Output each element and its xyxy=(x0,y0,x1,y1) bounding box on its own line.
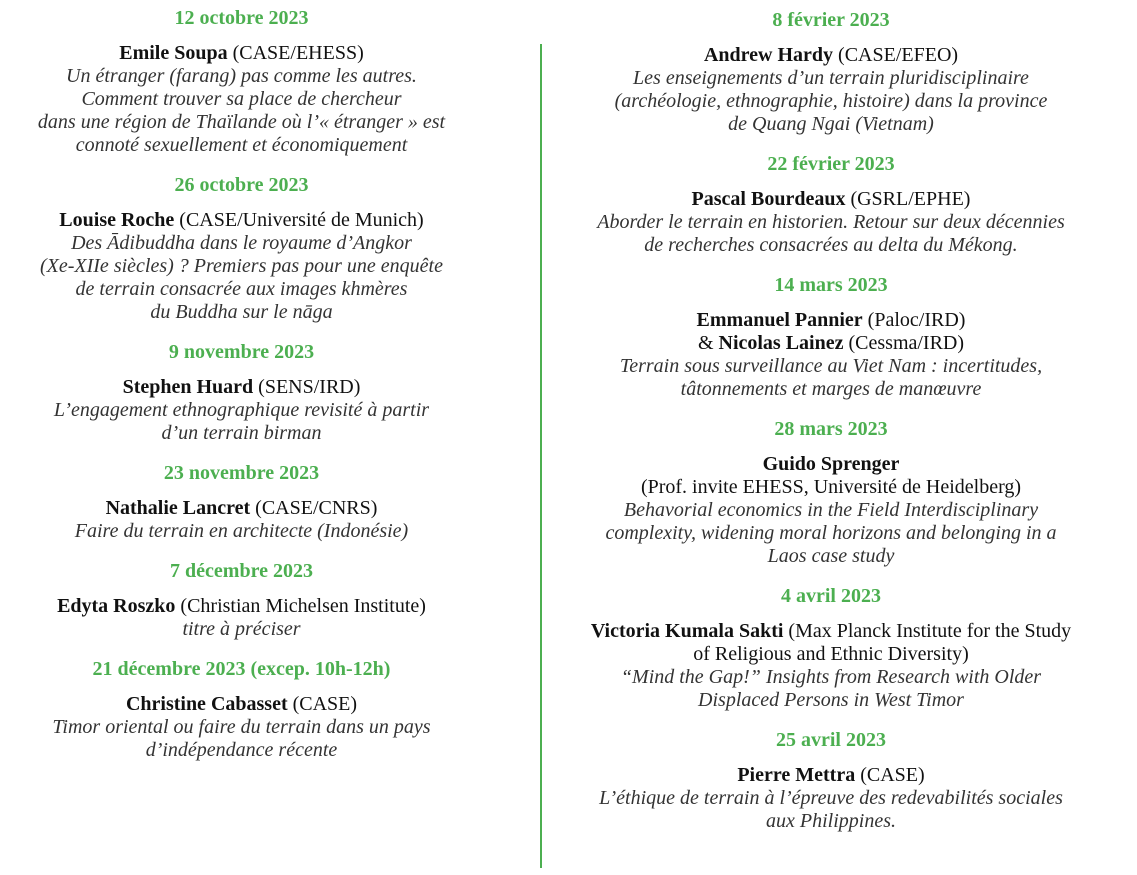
speaker-name: Nathalie Lancret xyxy=(105,497,251,519)
speaker-line xyxy=(0,376,483,399)
speaker-affiliation: (Paloc/IRD) xyxy=(862,309,966,331)
seminar-entry xyxy=(0,174,483,324)
speaker-name: Pascal Bourdeaux xyxy=(691,188,846,210)
speaker-affiliation: (CASE/CNRS) xyxy=(250,497,378,519)
speaker-line xyxy=(545,309,1117,332)
speaker-line xyxy=(545,764,1117,787)
session-date: 4 avril 2023 xyxy=(781,585,881,607)
seminar-entry xyxy=(545,585,1117,712)
column-divider xyxy=(540,44,542,868)
speaker-affiliation-cont: of Religious and Ethnic Diversity) xyxy=(693,643,969,665)
session-date: 21 décembre 2023 (excep. 10h-12h) xyxy=(92,658,391,680)
speaker-line xyxy=(0,497,483,520)
speaker-line xyxy=(545,332,1117,355)
speaker-affiliation: (Prof. invite EHESS, Université de Heidelberg) xyxy=(640,476,1022,498)
speaker-line xyxy=(545,453,1117,476)
seminar-entry xyxy=(545,153,1117,257)
speaker-affiliation: (CASE) xyxy=(855,764,925,786)
speaker-name: Emile Soupa xyxy=(119,42,228,64)
seminar-entry xyxy=(0,7,483,157)
speaker-line xyxy=(0,693,483,716)
seminar-entry xyxy=(545,729,1117,833)
speaker-line xyxy=(545,620,1117,643)
talk-title: titre à préciser xyxy=(182,618,301,640)
session-date: 7 décembre 2023 xyxy=(170,560,313,582)
seminar-entry xyxy=(545,9,1117,136)
talk-title: “Mind the Gap!” Insights from Research with Older Displaced Persons in West Timor xyxy=(620,666,1042,711)
talk-title: Terrain sous surveillance au Viet Nam : incertitudes, tâtonnements et marges de manœuvre xyxy=(619,355,1043,400)
session-date: 12 octobre 2023 xyxy=(174,7,309,29)
seminar-entry xyxy=(0,658,483,762)
right-column xyxy=(545,0,1117,833)
speaker-name: Emmanuel Pannier xyxy=(696,309,863,331)
speaker-line xyxy=(0,595,483,618)
seminar-entry xyxy=(545,418,1117,568)
speaker-name: Andrew Hardy xyxy=(703,44,834,66)
seminar-entry xyxy=(0,462,483,543)
speaker-line xyxy=(0,42,483,65)
speaker-affiliation: (CASE/Université de Munich) xyxy=(174,209,424,231)
speaker-affiliation: (SENS/IRD) xyxy=(253,376,361,398)
speaker-line xyxy=(545,44,1117,67)
talk-title: L’engagement ethnographique revisité à partir d’un terrain birman xyxy=(53,399,430,444)
talk-title: L’éthique de terrain à l’épreuve des redevabilités sociales aux Philippines. xyxy=(599,787,1063,832)
speaker-line xyxy=(0,209,483,232)
session-date: 23 novembre 2023 xyxy=(163,462,320,484)
speaker-line xyxy=(545,188,1117,211)
speaker-name: Stephen Huard xyxy=(122,376,254,398)
session-date: 26 octobre 2023 xyxy=(174,174,309,196)
speaker-affiliation: (Christian Michelsen Institute) xyxy=(175,595,426,617)
speaker-name: Pierre Mettra xyxy=(737,764,856,786)
talk-title: Les enseignements d’un terrain pluridisciplinaire (archéologie, ethnographie, histoire) dans la province de Quang Ngai (Vietnam) xyxy=(614,67,1048,135)
speaker-affiliation: (Max Planck Institute for the Study xyxy=(783,620,1072,642)
talk-title: Faire du terrain en architecte (Indonésie) xyxy=(74,520,409,542)
session-date: 14 mars 2023 xyxy=(774,274,888,296)
seminar-entry xyxy=(0,560,483,641)
speaker-affiliation: (CASE/EHESS) xyxy=(227,42,364,64)
speaker-name: Victoria Kumala Sakti xyxy=(590,620,784,642)
ampersand: & xyxy=(697,332,719,354)
session-date: 28 mars 2023 xyxy=(774,418,888,440)
talk-title: Aborder le terrain en historien. Retour sur deux décennies de recherches consacrées au delta du Mékong. xyxy=(597,211,1065,256)
speaker-name: Christine Cabasset xyxy=(125,693,288,715)
session-date: 25 avril 2023 xyxy=(776,729,886,751)
speaker-affiliation: (GSRL/EPHE) xyxy=(845,188,971,210)
session-date: 8 février 2023 xyxy=(772,9,890,31)
talk-title: Timor oriental ou faire du terrain dans un pays d’indépendance récente xyxy=(52,716,431,761)
talk-title: Behavorial economics in the Field Interdisciplinary complexity, widening moral horizons and belonging in a Laos case study xyxy=(605,499,1057,567)
seminar-entry xyxy=(545,274,1117,401)
speaker-name: Nicolas Lainez xyxy=(718,332,844,354)
speaker-name: Louise Roche xyxy=(59,209,175,231)
talk-title: Des Ādibuddha dans le royaume d’Angkor (Xe-XIIe siècles) ? Premiers pas pour une enquête de terrain consacrée aux images khmères du Buddha sur le nāga xyxy=(39,232,443,323)
left-column xyxy=(0,0,483,762)
speaker-affiliation: (Cessma/IRD) xyxy=(843,332,965,354)
speaker-affiliation: (CASE/EFEO) xyxy=(833,44,959,66)
session-date: 22 février 2023 xyxy=(767,153,895,175)
speaker-name: Edyta Roszko xyxy=(57,595,176,617)
speaker-affiliation: (CASE) xyxy=(287,693,358,715)
talk-title: Un étranger (farang) pas comme les autres. Comment trouver sa place de chercheur dans une région de Thaïlande où l’« étranger » est connoté sexuellement et économiquement xyxy=(37,65,446,156)
seminar-entry xyxy=(0,341,483,445)
speaker-name: Guido Sprenger xyxy=(762,453,900,475)
session-date: 9 novembre 2023 xyxy=(168,341,315,363)
